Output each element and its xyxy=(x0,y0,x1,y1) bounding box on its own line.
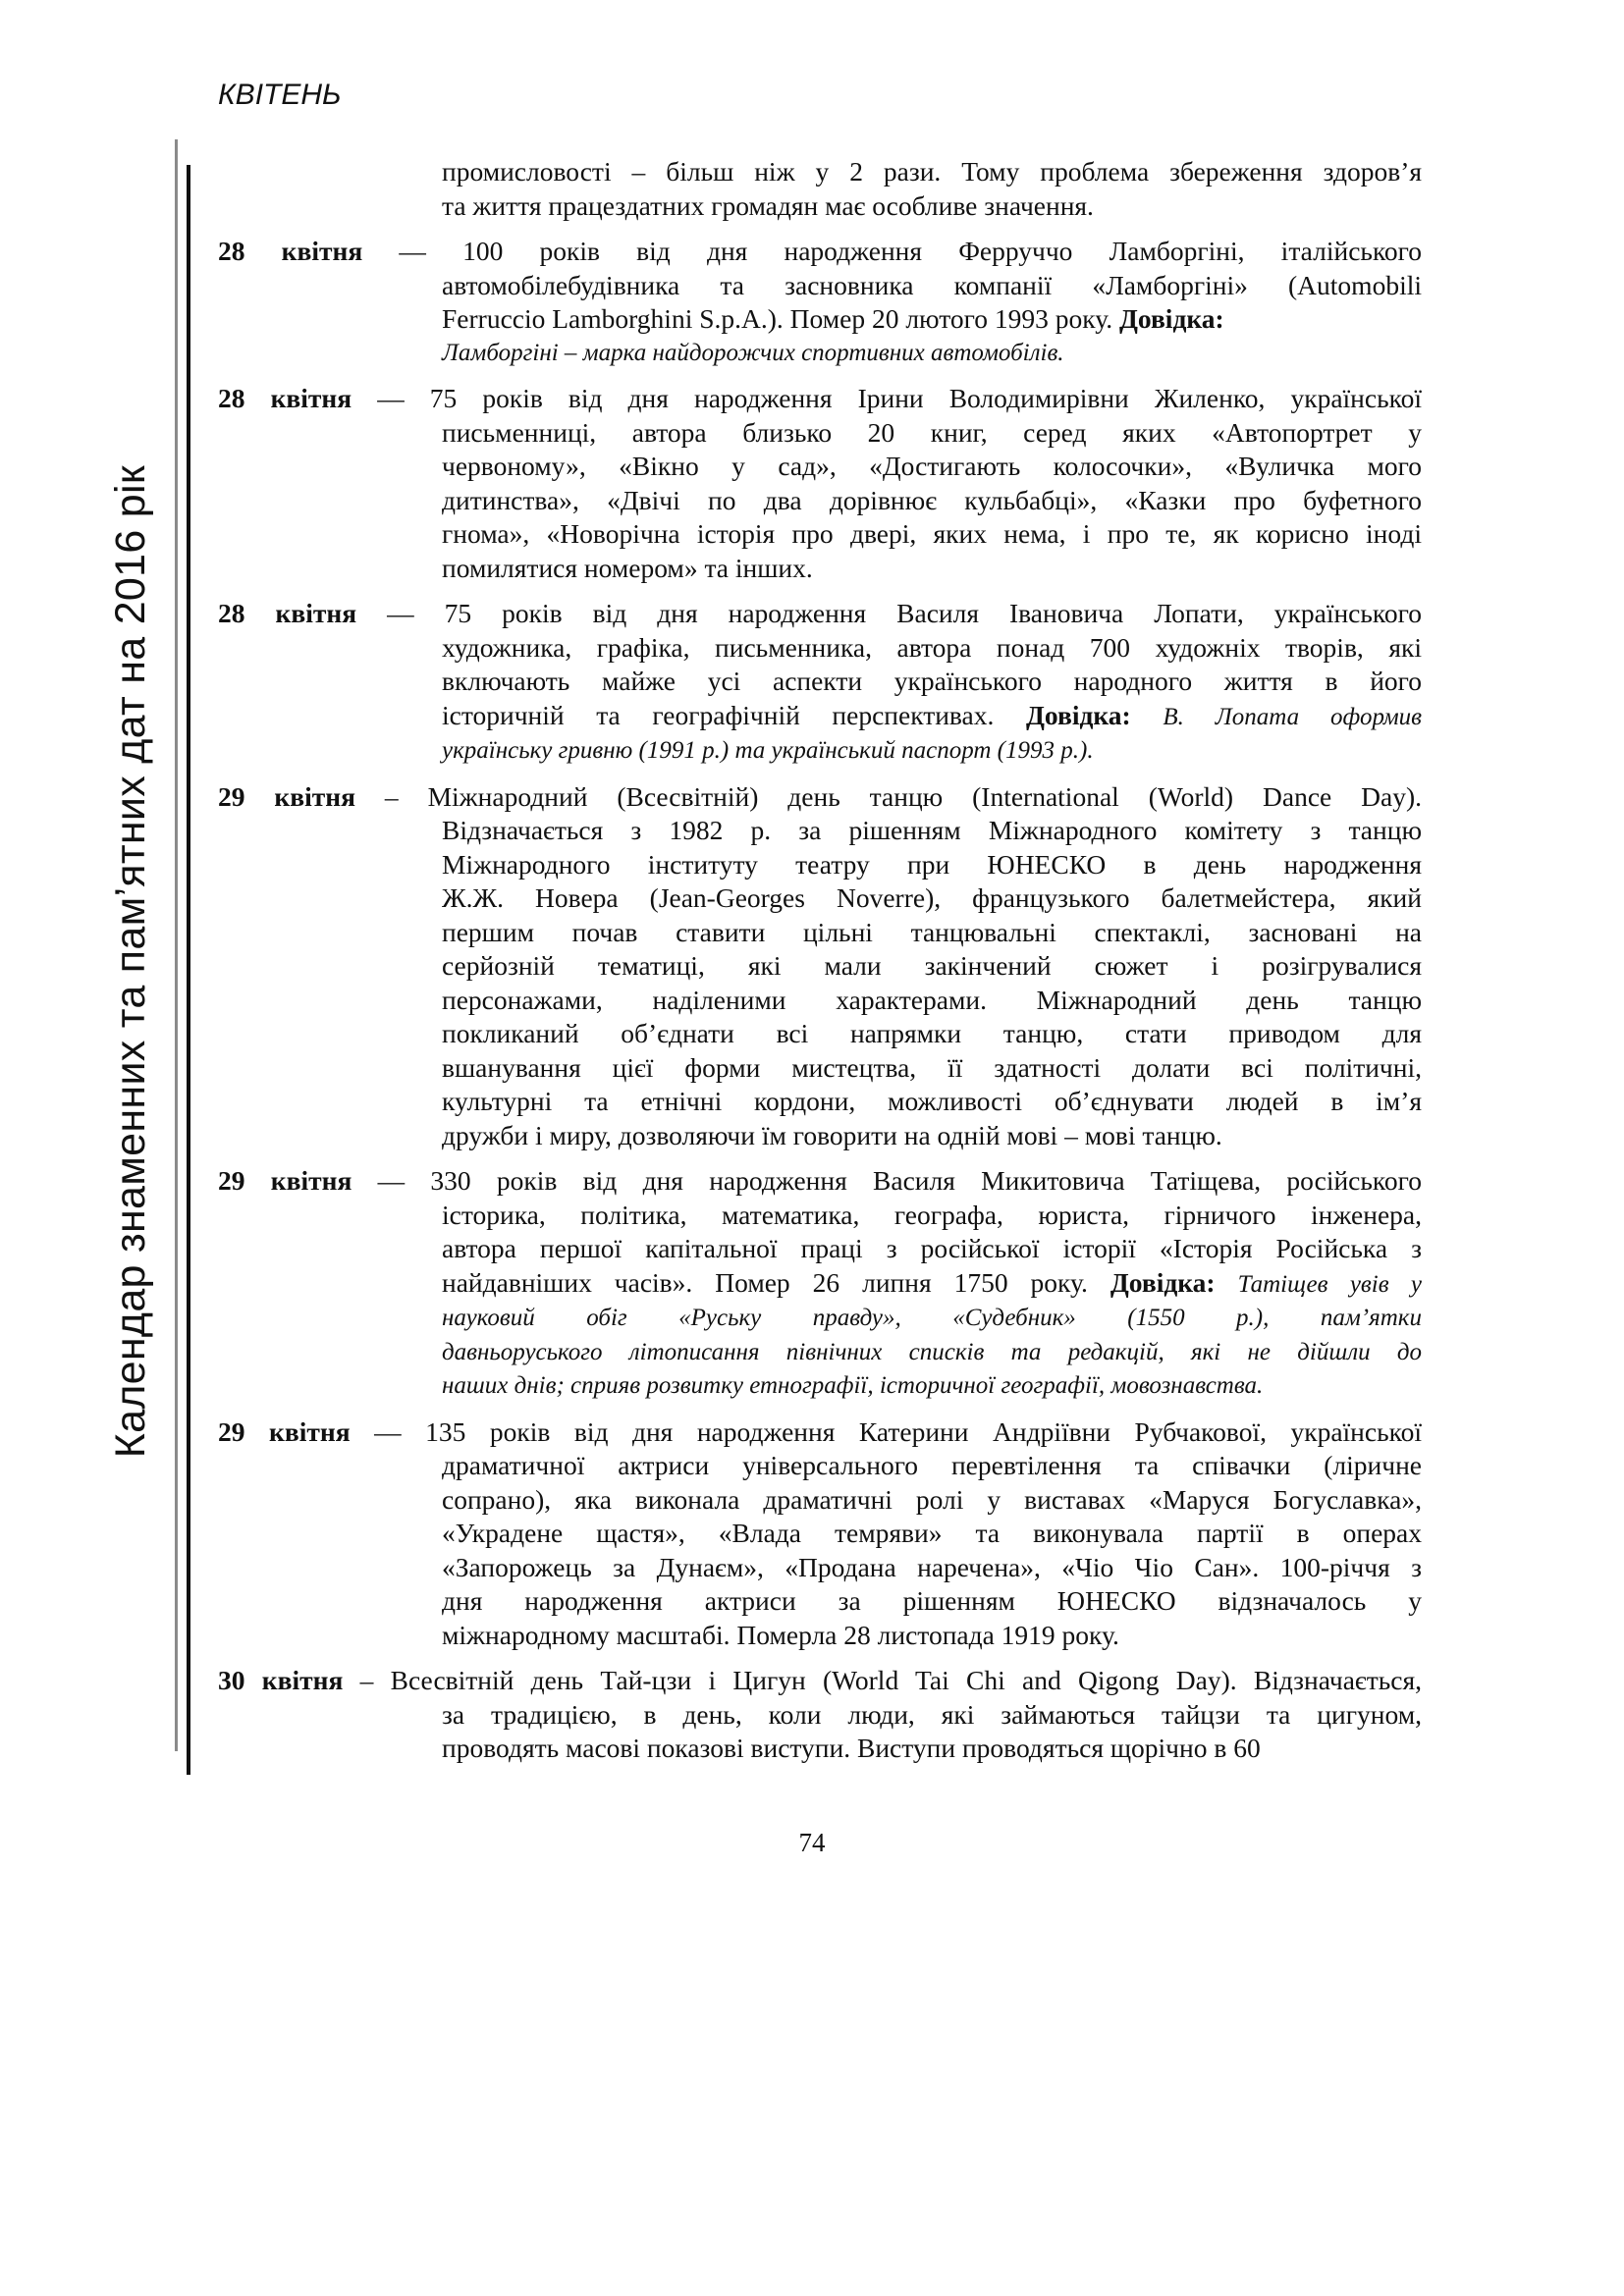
text-line-content: Відзначається з 1982 р. за рішенням Міжнародного комітету з танцю xyxy=(442,815,1422,845)
text-line xyxy=(218,1517,1422,1551)
text-line xyxy=(218,1584,1422,1619)
text-line xyxy=(218,1698,1422,1733)
text-line xyxy=(218,1266,1422,1303)
entry-first-line xyxy=(218,780,1422,815)
text-line xyxy=(218,699,1422,735)
entry-first-line xyxy=(218,1664,1422,1698)
text-line-content: міжнародному масштабі. Померла 28 листопада 1919 року. xyxy=(442,1619,1119,1650)
text-line-content: помилятися номером» та інших. xyxy=(442,552,813,583)
text-line xyxy=(218,450,1422,484)
text-line xyxy=(218,1085,1422,1119)
text-line-content: за традицією, в день, коли люди, які займаються тайцзи та цигуном, xyxy=(442,1698,1422,1730)
text-line xyxy=(218,814,1422,848)
entry-date: 29 квітня xyxy=(218,1415,351,1447)
note-line: Ламборгіні – марка найдорожчих спортивних автомобілів. xyxy=(442,339,1064,366)
text-line-content: «Украдене щастя», «Влада темряви» та виконувала партії в операх xyxy=(442,1518,1422,1548)
note-label: Довідка: xyxy=(1110,1266,1216,1298)
text-line xyxy=(218,949,1422,984)
text-line-content: дитинства», «Двічі по два дорівнює кульбабці», «Казки про буфетного xyxy=(442,484,1422,515)
text-line-content: серйозній тематиці, які мали закінчений сюжет і розігрувалися xyxy=(442,950,1422,981)
entry-first-line-text: – Всесвітній день Тай-цзи і Цигун (World Tai Chi and Qigong Day). Відзначається, xyxy=(359,1665,1423,1695)
entry-first-line xyxy=(218,382,1422,416)
entry-date: 28 квітня xyxy=(218,383,352,413)
entry-first-line xyxy=(218,235,1422,269)
continuation-paragraph xyxy=(218,155,1422,223)
margin-rule-inner xyxy=(187,165,190,1775)
entry-date: 28 квітня xyxy=(218,598,357,628)
calendar-entry xyxy=(218,780,1422,1153)
text-line-content: гнома», «Новорічна історія про двері, яких нема, і про те, як корисно іноді xyxy=(442,518,1422,549)
text-line-content: покликаний об’єднати всі напрямки танцю, стати приводом для xyxy=(442,1018,1422,1048)
text-line xyxy=(218,416,1422,451)
text-line xyxy=(218,631,1422,666)
text-line-content: культурні та етнічні кордони, можливості об’єднувати людей в ім’я xyxy=(442,1086,1422,1116)
text-line xyxy=(218,881,1422,916)
text-line-content: історичній та географічній перспективах. xyxy=(442,699,995,730)
calendar-entry xyxy=(218,235,1422,370)
text-line xyxy=(218,1449,1422,1483)
text-line xyxy=(218,848,1422,882)
text-line-content: Міжнародного інституту театру при ЮНЕСКО в день народження xyxy=(442,848,1422,880)
text-line-content: історика, політика, математика, географа, юриста, гірничого інженера, xyxy=(442,1199,1422,1230)
text-line xyxy=(218,1232,1422,1266)
text-line-content: першим почав ставити цільні танцювальні спектаклі, засновані на xyxy=(442,916,1422,947)
note-line: українську гривню (1991 р.) та український паспорт (1993 р.). xyxy=(442,737,1094,764)
entry-first-line-text: – Міжнародний (Всесвітній) день танцю (International (World) Dance Day). xyxy=(384,780,1422,812)
entry-first-line-text: — 330 років від дня народження Василя Микитовича Татіщева, російського xyxy=(377,1165,1422,1196)
entry-first-line-text: — 75 років від дня народження Василя Івановича Лопати, українського xyxy=(387,598,1422,628)
note-line: давньоруського літописання північних списків та редакцій, які не дійшли до xyxy=(442,1338,1422,1365)
note-text: Татіщев увів у xyxy=(1237,1270,1423,1298)
text-line-content: червоному», «Вікно у сад», «Достигають колосочки», «Вуличка мого xyxy=(442,451,1422,481)
calendar-entries xyxy=(218,155,1422,1778)
page-header-month: КВІТЕНЬ xyxy=(218,79,342,111)
entry-date: 29 квітня xyxy=(218,1165,352,1196)
text-line xyxy=(218,916,1422,950)
text-line-content: автомобілебудівника та засновника компанії «Ламборгіні» (Automobili xyxy=(442,269,1422,300)
note-label: Довідка: xyxy=(1025,699,1131,730)
text-line xyxy=(218,269,1422,303)
text-line-content: персонажами, наділеними характерами. Міжнародний день танцю xyxy=(442,984,1422,1015)
text-line-content: автора першої капітальної праці з російської історії «Історія Російська з xyxy=(442,1233,1422,1263)
calendar-entry xyxy=(218,1164,1422,1404)
text-line-content: Ж.Ж. Новера (Jean-Georges Noverre), французького балетмейстера, який xyxy=(442,882,1422,913)
entry-first-line-text: — 100 років від дня народження Ферруччо Ламборгіні, італійського xyxy=(399,236,1423,266)
text-line xyxy=(218,1119,1422,1153)
note-line: наших днів; сприяв розвитку етнографії, історичної географії, мовознавства. xyxy=(442,1372,1264,1399)
text-line xyxy=(218,484,1422,518)
text-line-content: «Запорожець за Дунаєм», «Продана наречена», «Чіо Чіо Сан». 100-річчя з xyxy=(442,1551,1422,1582)
text-line-content: письменниці, автора близько 20 книг, серед яких «Автопортрет у xyxy=(442,416,1422,448)
text-line xyxy=(218,665,1422,699)
text-line-content: включають майже усі аспекти українського народного життя в його xyxy=(442,666,1422,696)
page-number: 74 xyxy=(798,1828,826,1857)
text-line-content: вшанування цієї форми мистецтва, її здатності долати всі політичні, xyxy=(442,1051,1422,1083)
entry-first-line xyxy=(218,597,1422,631)
text-line xyxy=(218,1619,1422,1653)
entry-first-line-text: — 135 років від дня народження Катерини Андріївни Рубчакової, української xyxy=(374,1415,1422,1447)
text-line xyxy=(218,552,1422,586)
text-line: та життя працездатних громадян має особливе значення. xyxy=(442,189,1094,221)
text-line xyxy=(218,984,1422,1018)
note-label: Довідка: xyxy=(1118,303,1224,334)
text-line-content: дня народження актриси за рішенням ЮНЕСКО відзначалось у xyxy=(442,1585,1422,1616)
calendar-entry xyxy=(218,1664,1422,1766)
entry-date: 29 квітня xyxy=(218,780,355,812)
text-line xyxy=(218,1551,1422,1585)
text-line: промисловості – більш ніж у 2 рази. Тому проблема збереження здоров’я xyxy=(442,156,1422,187)
text-line-content: проводять масові показові виступи. Виступи проводяться щорічно в 60 xyxy=(442,1733,1261,1763)
text-line xyxy=(218,1732,1422,1766)
entry-date: 28 квітня xyxy=(218,236,363,266)
entry-first-line xyxy=(218,1415,1422,1450)
text-line-content: сопрано), яка виконала драматичні ролі у виставах «Маруся Богуславка», xyxy=(442,1483,1422,1515)
note-line: науковий обіг «Руську правду», «Судебник» (1550 р.), пам’ятки xyxy=(442,1305,1422,1331)
calendar-entry xyxy=(218,1415,1422,1653)
text-line xyxy=(218,1051,1422,1086)
text-line xyxy=(218,1017,1422,1051)
calendar-entry xyxy=(218,382,1422,585)
note-text: В. Лопата оформив xyxy=(1163,703,1423,730)
text-line xyxy=(218,302,1422,337)
text-line-content: дружби і миру, дозволяючи їм говорити на одній мові – мові танцю. xyxy=(442,1119,1222,1150)
text-line-content: художника, графіка, письменника, автора понад 700 художніх творів, які xyxy=(442,631,1422,663)
entry-first-line xyxy=(218,1164,1422,1199)
sidebar-vertical-title xyxy=(86,137,175,1787)
margin-rule-outer xyxy=(175,139,178,1751)
entry-date: 30 квітня xyxy=(218,1665,344,1695)
text-line xyxy=(218,1199,1422,1233)
text-line-content: найдавніших часів». Помер 26 липня 1750 року. xyxy=(442,1266,1088,1298)
text-line-content: драматичної актриси універсального перевтілення та співачки (ліричне xyxy=(442,1450,1422,1480)
calendar-entry xyxy=(218,597,1422,769)
text-line xyxy=(218,1483,1422,1518)
text-line xyxy=(218,517,1422,552)
entry-first-line-text: — 75 років від дня народження Ірини Володимирівни Жиленко, української xyxy=(377,383,1422,413)
text-line-content: Ferruccio Lamborghini S.p.A.). Помер 20 лютого 1993 року. xyxy=(442,303,1113,334)
sidebar-title-text: Календар знаменних та пам’ятних дат на 2016 рік xyxy=(106,465,154,1459)
